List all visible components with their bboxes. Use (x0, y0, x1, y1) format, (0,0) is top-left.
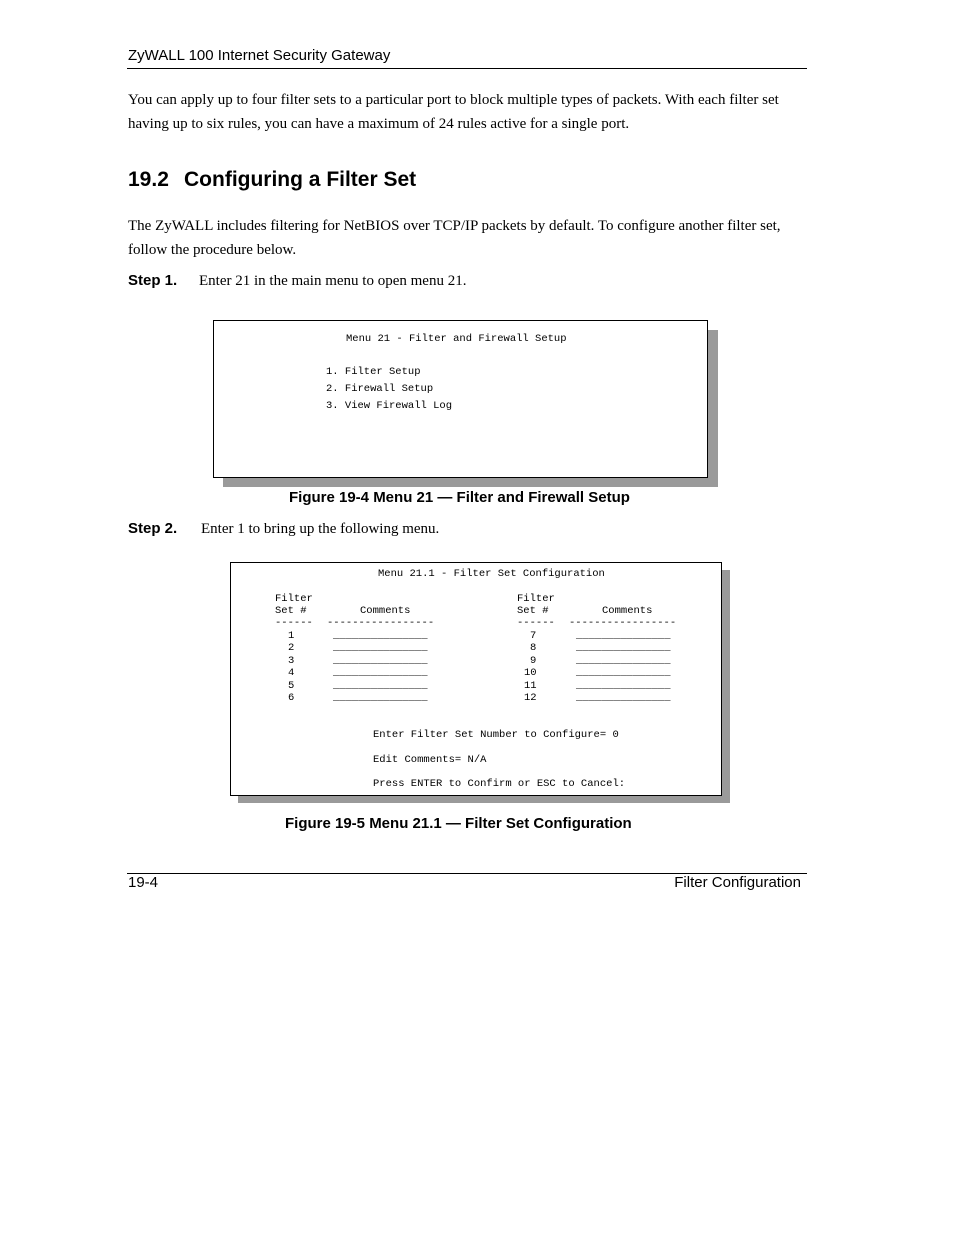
filter-set-number: 4 (288, 667, 295, 679)
filter-set-comment-field: _______________ (576, 630, 671, 642)
intro-paragraph: You can apply up to four filter sets to a particular port to block multiple types of packets. With each filter set having up to six rules, you can have a maximum of 24 rules active for a single port. (128, 92, 779, 132)
filter-set-number: 7 (530, 630, 537, 642)
menu-21-screen (213, 320, 708, 478)
header-rule (127, 68, 807, 69)
filter-set-number: 6 (288, 692, 295, 704)
right-set-header: Set # (517, 605, 549, 617)
filter-set-number: 3 (288, 655, 295, 667)
filter-set-comment-field: _______________ (333, 630, 428, 642)
step-1 (128, 272, 466, 290)
right-comments-header: Comments (602, 605, 653, 617)
prompt-confirm-cancel: Press ENTER to Confirm or ESC to Cancel: (373, 778, 626, 790)
filter-set-comment-field: _______________ (576, 692, 671, 704)
running-header: ZyWALL 100 Internet Security Gateway (128, 47, 391, 64)
left-set-header: Set # (275, 605, 307, 617)
filter-set-comment-field: _______________ (333, 667, 428, 679)
filter-set-comment-field: _______________ (333, 680, 428, 692)
figure-1-caption: Figure 19-4 Menu 21 — Filter and Firewall Setup (289, 489, 630, 506)
menu-21-item-filter-setup: 1. Filter Setup (326, 366, 421, 378)
step-2-text: Enter 1 to bring up the following menu. (201, 521, 440, 537)
filter-set-comment-field: _______________ (333, 692, 428, 704)
filter-set-comment-field: _______________ (576, 655, 671, 667)
filter-set-number: 11 (524, 680, 537, 692)
menu-21-title: Menu 21 - Filter and Firewall Setup (346, 333, 567, 345)
right-filter-header: Filter (517, 593, 555, 605)
section-number: 19.2 (128, 168, 169, 191)
section-title: Configuring a Filter Set (184, 168, 417, 191)
left-set-rule: ------ (275, 617, 313, 629)
footer-chapter-title: Filter Configuration (674, 874, 801, 891)
filter-set-comment-field: _______________ (576, 642, 671, 654)
left-filter-header: Filter (275, 593, 313, 605)
filter-set-number: 8 (530, 642, 537, 654)
filter-set-number: 1 (288, 630, 295, 642)
prompt-filter-set-number: Enter Filter Set Number to Configure= 0 (373, 729, 619, 741)
prompt-edit-comments: Edit Comments= N/A (373, 754, 487, 766)
menu-21-1-screen (230, 562, 722, 796)
filter-set-number: 10 (524, 667, 537, 679)
step-1-label: Step 1. (128, 272, 178, 289)
menu-21-item-view-firewall-log: 3. View Firewall Log (326, 400, 453, 412)
figure-2-caption: Figure 19-5 Menu 21.1 — Filter Set Configuration (285, 815, 632, 832)
left-comments-header: Comments (360, 605, 411, 617)
left-comments-rule: ----------------- (327, 617, 435, 629)
section-heading (128, 168, 416, 192)
step-1-text: Enter 21 in the main menu to open menu 21. (199, 273, 467, 289)
filter-set-comment-field: _______________ (576, 667, 671, 679)
right-set-rule: ------ (517, 617, 555, 629)
footer-page-number: 19-4 (128, 874, 159, 891)
filter-set-comment-field: _______________ (333, 642, 428, 654)
right-comments-rule: ----------------- (569, 617, 677, 629)
filter-set-number: 2 (288, 642, 295, 654)
filter-set-number: 12 (524, 692, 537, 704)
filter-set-number: 9 (530, 655, 537, 667)
step-2 (128, 520, 439, 538)
filter-set-comment-field: _______________ (333, 655, 428, 667)
filter-set-comment-field: _______________ (576, 680, 671, 692)
menu-21-item-firewall-setup: 2. Firewall Setup (326, 383, 434, 395)
menu-21-1-title: Menu 21.1 - Filter Set Configuration (378, 568, 605, 580)
section-paragraph: The ZyWALL includes filtering for NetBIOS over TCP/IP packets by default. To configure another filter set, follow the procedure below. (128, 218, 781, 258)
step-2-label: Step 2. (128, 520, 178, 537)
filter-set-number: 5 (288, 680, 295, 692)
